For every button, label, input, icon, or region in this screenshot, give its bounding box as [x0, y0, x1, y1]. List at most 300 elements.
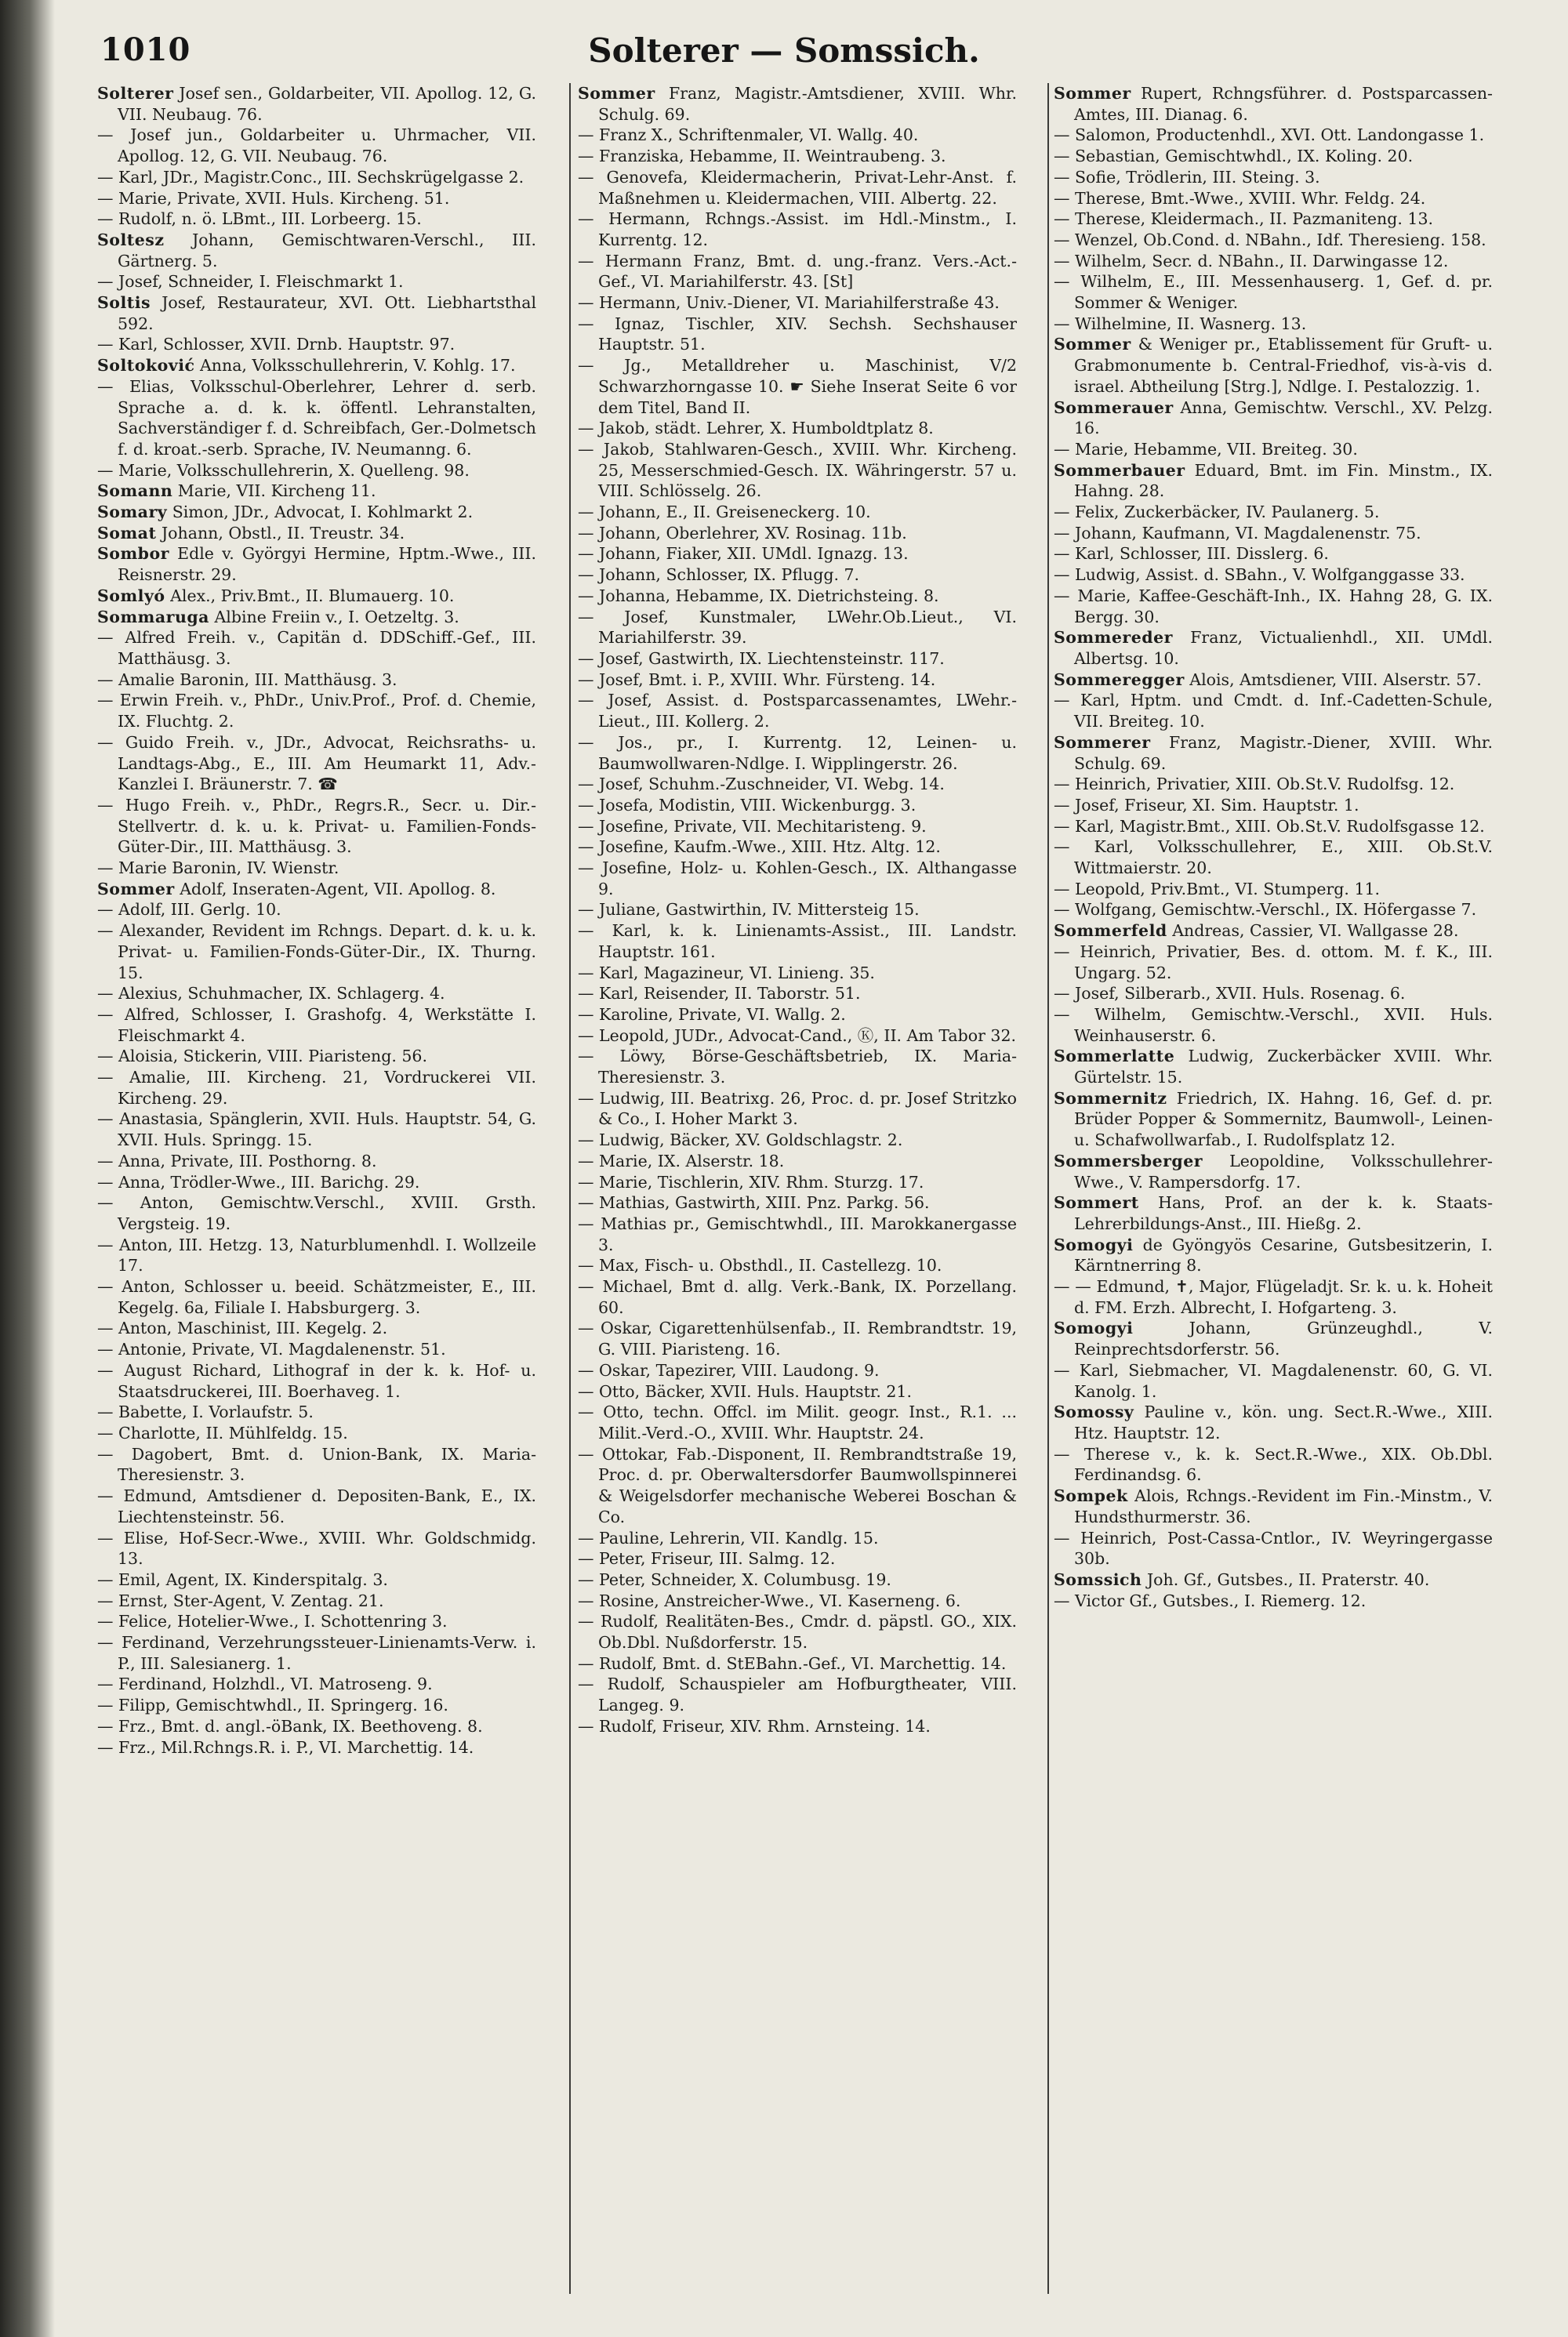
- entry-text: Albine Freiin v., I. Oetzeltg. 3.: [214, 607, 459, 626]
- entry-text: — Salomon, Productenhdl., XVI. Ott. Landongasse 1.: [1054, 125, 1485, 145]
- entry-text: — Hermann Franz, Bmt. d. ung.-franz. Vers.-Act.-Gef., VI. Mariahilferstr. 43. [St]: [578, 251, 1017, 292]
- entry-text: Hans, Prof. an der k. k. Staats-Lehrerbildungs-Anst., III. Hießg. 2.: [1074, 1193, 1493, 1233]
- directory-entry: [1054, 1046, 1493, 1087]
- directory-entry: [578, 963, 1017, 984]
- entry-text: — Hermann, Univ.-Diener, VI. Mariahilferstraße 43.: [578, 293, 1000, 313]
- directory-entry: [578, 920, 1017, 962]
- directory-entry: [578, 774, 1017, 795]
- directory-entry: [578, 607, 1017, 648]
- entry-text: Johann, Obstl., II. Treustr. 34.: [161, 523, 405, 543]
- entry-text: — Antonie, Private, VI. Magdalenenstr. 51.: [97, 1340, 446, 1359]
- entry-text: — Josef, Gastwirth, IX. Liechtensteinstr. 117.: [578, 648, 945, 668]
- directory-entry: [578, 1192, 1017, 1214]
- entry-text: — Karl, JDr., Magistr.Conc., III. Sechskrügelgasse 2.: [97, 167, 524, 187]
- column-divider: [569, 83, 571, 2294]
- entry-text: — Felice, Hotelier-Wwe., I. Schottenring 3.: [97, 1612, 448, 1631]
- entry-text: — Franz X., Schriftenmaler, VI. Wallg. 40.: [578, 125, 919, 145]
- entry-text: — — Edmund, ✝, Major, Flügeladjt. Sr. k. u. k. Hoheit d. FM. Erzh. Albrecht, I. Hofgarteng. 3.: [1054, 1277, 1493, 1317]
- entry-text: — Johann, Oberlehrer, XV. Rosinag. 11b.: [578, 523, 907, 543]
- directory-entry: [1054, 1444, 1493, 1486]
- entry-text: — Edmund, Amtsdiener d. Depositen-Bank, E., IX. Liechtensteinstr. 56.: [97, 1486, 536, 1526]
- entry-text: — Josef, Silberarb., XVII. Huls. Rosenag. 6.: [1054, 984, 1406, 1003]
- directory-entry: [1054, 690, 1493, 731]
- directory-entry: [1054, 816, 1493, 837]
- directory-entry: [578, 648, 1017, 670]
- entry-surname: Somssich: [1054, 1569, 1142, 1589]
- entry-surname: Sommer: [1054, 84, 1131, 103]
- entry-text: Franz, Victualienhdl., XII. UMdl. Albertsg. 10.: [1074, 628, 1493, 668]
- directory-entry: [578, 1402, 1017, 1443]
- directory-entry: [578, 1716, 1017, 1737]
- directory-entry: [97, 1716, 536, 1737]
- directory-entry: [578, 1674, 1017, 1715]
- entry-text: Alex., Priv.Bmt., II. Blumauerg. 10.: [170, 586, 455, 605]
- entry-text: — Victor Gf., Gutsbes., I. Riemerg. 12.: [1054, 1591, 1367, 1610]
- directory-entry: [578, 292, 1017, 314]
- directory-entry: [1054, 209, 1493, 230]
- entry-text: — Karl, k. k. Linienamts-Assist., III. Landstr. Hauptstr. 161.: [578, 921, 1017, 961]
- directory-entry: [1054, 942, 1493, 983]
- entry-surname: Somossy: [1054, 1403, 1134, 1422]
- entry-text: — Josef jun., Goldarbeiter u. Uhrmacher, VII. Apollog. 12, G. VII. Neubaug. 76.: [97, 125, 536, 166]
- directory-entry: [1054, 836, 1493, 878]
- directory-entry: [578, 1569, 1017, 1591]
- entry-text: — Felix, Zuckerbäcker, IV. Paulanerg. 5.: [1054, 503, 1380, 522]
- directory-entry: [1054, 899, 1493, 920]
- entry-text: — Josef, Schneider, I. Fleischmarkt 1.: [97, 272, 404, 292]
- directory-entry: [578, 899, 1017, 920]
- entry-text: — Johanna, Hebamme, IX. Dietrichsteing. 8.: [578, 586, 939, 605]
- entry-text: — Jg., Metalldreher u. Maschinist, V/2 Schwarzhorngasse 10. ☛ Siehe Inserat Seite 6 vor dem Titel, Band II.: [578, 356, 1017, 417]
- entry-text: — Wilhelmine, II. Wasnerg. 13.: [1054, 314, 1307, 333]
- entry-text: — Peter, Friseur, III. Salmg. 12.: [578, 1549, 836, 1569]
- directory-entry: [97, 1109, 536, 1150]
- entry-text: — Jakob, städt. Lehrer, X. Humboldtplatz 8.: [578, 419, 934, 438]
- entry-text: — Wilhelm, Secr. d. NBahn., II. Darwingasse 12.: [1054, 251, 1449, 270]
- directory-entry: [97, 502, 536, 523]
- directory-entry: [578, 1611, 1017, 1653]
- column-2: [578, 83, 1017, 2302]
- directory-entry: [578, 251, 1017, 292]
- directory-entry: [1054, 1486, 1493, 1527]
- entry-surname: Sommert: [1054, 1193, 1139, 1213]
- entry-surname: Somat: [97, 523, 157, 543]
- directory-entry: [97, 125, 536, 166]
- entry-text: — Heinrich, Post-Cassa-Cntlor., IV. Weyringergasse 30b.: [1054, 1528, 1493, 1569]
- entry-surname: Sombor: [97, 544, 169, 564]
- directory-entry: [578, 523, 1017, 544]
- directory-entry: [97, 1695, 536, 1716]
- entry-text: Johann, Grünzeughdl., V. Reinprechtsdorferstr. 56.: [1074, 1319, 1493, 1359]
- entry-text: Alois, Rchngs.-Revident im Fin.-Minstm., V. Hundsthurmerstr. 36.: [1074, 1486, 1493, 1526]
- directory-entry: [1054, 230, 1493, 251]
- column-divider: [1047, 83, 1049, 2294]
- directory-entry: [97, 543, 536, 585]
- entry-surname: Sommerauer: [1054, 397, 1174, 417]
- directory-entry: [578, 418, 1017, 439]
- entry-text: — Marie, Hebamme, VII. Breiteg. 30.: [1054, 439, 1358, 459]
- entry-text: — Johann, Kaufmann, VI. Magdalenenstr. 75.: [1054, 523, 1421, 543]
- entry-text: — Ernst, Ster-Agent, V. Zentag. 21.: [97, 1591, 384, 1610]
- entry-text: — Therese v., k. k. Sect.R.-Wwe., XIX. Ob.Dbl. Ferdinandsg. 6.: [1054, 1444, 1493, 1485]
- entry-text: — Therese, Bmt.-Wwe., XVIII. Whr. Feldg. 24.: [1054, 188, 1426, 208]
- entry-text: — Marie, Kaffee-Geschäft-Inh., IX. Hahng 28, G. IX. Bergg. 30.: [1054, 586, 1493, 626]
- directory-entry: [578, 795, 1017, 816]
- directory-entry: [578, 314, 1017, 355]
- entry-text: — Karl, Schlosser, III. Disslerg. 6.: [1054, 544, 1329, 564]
- directory-entry: [578, 1004, 1017, 1025]
- entry-text: — Marie, Private, XVII. Huls. Kircheng. 51.: [97, 188, 450, 208]
- entry-text: Joh. Gf., Gutsbes., II. Praterstr. 40.: [1146, 1569, 1430, 1589]
- entry-text: Rupert, Rchngsführer. d. Postsparcassen-Amtes, III. Dianag. 6.: [1074, 84, 1493, 124]
- directory-entry: [1054, 920, 1493, 942]
- directory-entry: [97, 607, 536, 628]
- entry-text: — Karl, Volksschullehrer, E., XIII. Ob.St.V. Wittmaierstr. 20.: [1054, 837, 1493, 878]
- directory-entry: [1054, 1088, 1493, 1151]
- entry-text: — Hermann, Rchngs.-Assist. im Hdl.-Minstm., I. Kurrentg. 12.: [578, 209, 1017, 249]
- entry-text: — Ludwig, Bäcker, XV. Goldschlagstr. 2.: [578, 1130, 903, 1150]
- directory-entry: [578, 83, 1017, 125]
- directory-entry: [97, 1339, 536, 1360]
- running-head: Solterer — Somssich.: [588, 31, 980, 70]
- directory-entry: [97, 586, 536, 607]
- entry-text: — August Richard, Lithograf in der k. k. Hof- u. Staatsdruckerei, III. Boerhaveg. 1.: [97, 1360, 536, 1401]
- entry-text: — Pauline, Lehrerin, VII. Kandlg. 15.: [578, 1528, 879, 1548]
- directory-entry: [97, 732, 536, 795]
- directory-entry: [97, 1528, 536, 1569]
- entry-text: — Anna, Trödler-Wwe., III. Barichg. 29.: [97, 1172, 420, 1192]
- directory-entry: [1054, 1528, 1493, 1569]
- entry-text: — Marie, Volksschullehrerin, X. Quelleng. 98.: [97, 460, 470, 480]
- directory-entry: [1054, 795, 1493, 816]
- entry-text: — Wenzel, Ob.Cond. d. NBahn., Idf. Theresieng. 158.: [1054, 230, 1486, 249]
- entry-text: — Leopold, Priv.Bmt., VI. Stumperg. 11.: [1054, 879, 1381, 898]
- directory-entry: [578, 167, 1017, 209]
- directory-entry: [97, 1591, 536, 1612]
- entry-text: — Ignaz, Tischler, XIV. Sechsh. Sechshauser Hauptstr. 51.: [578, 314, 1017, 354]
- directory-entry: [1054, 460, 1493, 502]
- entry-text: — Hugo Freih. v., PhDr., Regrs.R., Secr. u. Dir.-Stellvertr. d. k. u. k. Privat- u. Familien-Fonds-Güter-Dir., III. Matthäusg. 3.: [97, 795, 536, 857]
- entry-text: — Alfred Freih. v., Capitän d. DDSchiff.-Gef., III. Matthäusg. 3.: [97, 628, 536, 668]
- entry-text: Anna, Gemischtw. Verschl., XV. Pelzg. 16.: [1074, 397, 1493, 438]
- directory-entry: [97, 460, 536, 481]
- entry-surname: Sommerbauer: [1054, 460, 1185, 480]
- entry-surname: Sommerfeld: [1054, 921, 1167, 941]
- entry-text: Anna, Volksschullehrerin, V. Kohlg. 17.: [200, 356, 516, 376]
- directory-entry: [1054, 397, 1493, 439]
- entry-text: — Rudolf, Friseur, XIV. Rhm. Arnsteing. 14.: [578, 1716, 931, 1736]
- entry-surname: Soltesz: [97, 230, 165, 249]
- directory-entry: [1054, 564, 1493, 586]
- entry-surname: Sommeregger: [1054, 670, 1185, 689]
- entry-text: — Rudolf, n. ö. LBmt., III. Lorbeerg. 15.: [97, 209, 422, 229]
- entry-surname: Somogyi: [1054, 1319, 1134, 1338]
- entry-text: — Josefine, Kaufm.-Wwe., XIII. Htz. Altg. 12.: [578, 837, 941, 857]
- entry-text: — Dagobert, Bmt. d. Union-Bank, IX. Maria-Theresienstr. 3.: [97, 1444, 536, 1485]
- directory-entry: [578, 858, 1017, 899]
- directory-entry: [97, 1318, 536, 1339]
- entry-text: — Alfred, Schlosser, I. Grashofg. 4, Werkstätte I. Fleischmarkt 4.: [97, 1004, 536, 1045]
- column-3: [1054, 83, 1493, 2302]
- entry-surname: Sommaruga: [97, 607, 209, 626]
- entry-text: — Ferdinand, Verzehrungssteuer-Linienamts-Verw. i. P., III. Salesianerg. 1.: [97, 1633, 536, 1673]
- entry-text: — Johann, Schlosser, IX. Pflugg. 7.: [578, 565, 860, 585]
- directory-entry: [97, 1276, 536, 1318]
- directory-entry: [1054, 523, 1493, 544]
- directory-entry: [1054, 1004, 1493, 1046]
- directory-entry: [578, 439, 1017, 502]
- directory-entry: [578, 1130, 1017, 1151]
- directory-entry: [97, 230, 536, 271]
- entry-text: — Löwy, Börse-Geschäftsbetrieb, IX. Maria-Theresienstr. 3.: [578, 1047, 1017, 1087]
- directory-entry: [97, 670, 536, 691]
- directory-entry: [578, 355, 1017, 418]
- directory-entry: [97, 1402, 536, 1423]
- entry-text: — Karl, Magistr.Bmt., XIII. Ob.St.V. Rudolfsgasse 12.: [1054, 816, 1485, 836]
- entry-text: Pauline v., kön. ung. Sect.R.-Wwe., XIII. Htz. Hauptstr. 12.: [1074, 1403, 1493, 1442]
- directory-entry: [578, 670, 1017, 691]
- entry-text: — Amalie Baronin, III. Matthäusg. 3.: [97, 670, 397, 689]
- entry-text: — Josef, Kunstmaler, LWehr.Ob.Lieut., VI. Mariahilferstr. 39.: [578, 607, 1017, 648]
- directory-entry: [97, 188, 536, 209]
- entry-text: — Karl, Magazineur, VI. Linieng. 35.: [578, 963, 875, 982]
- entry-text: — Wolfgang, Gemischtw.-Verschl., IX. Höfergasse 7.: [1054, 900, 1477, 920]
- entry-text: — Aloisia, Stickerin, VIII. Piaristeng. 56.: [97, 1047, 427, 1066]
- entry-text: — Heinrich, Privatier, Bes. d. ottom. M. f. K., III. Ungarg. 52.: [1054, 942, 1493, 982]
- entry-text: Marie, VII. Kircheng 11.: [177, 481, 376, 501]
- directory-entry: [578, 146, 1017, 167]
- entry-text: — Therese, Kleidermach., II. Pazmaniteng. 13.: [1054, 209, 1434, 229]
- entry-text: — Anton, Schlosser u. beeid. Schätzmeister, E., III. Kegelg. 6a, Filiale I. Habsburgerg. 3.: [97, 1277, 536, 1317]
- directory-entry: [97, 1235, 536, 1276]
- directory-entry: [1054, 1235, 1493, 1276]
- entry-text: — Oskar, Tapezirer, VIII. Laudong. 9.: [578, 1360, 880, 1380]
- directory-entry: [578, 1151, 1017, 1172]
- directory-entry: [97, 1444, 536, 1486]
- directory-entry: [97, 271, 536, 292]
- entry-text: — Johann, E., II. Greiseneckerg. 10.: [578, 503, 871, 522]
- entry-text: — Emil, Agent, IX. Kinderspitalg. 3.: [97, 1569, 388, 1589]
- directory-entry: [578, 816, 1017, 837]
- entry-text: — Karl, Reisender, II. Taborstr. 51.: [578, 984, 861, 1003]
- entry-text: — Sebastian, Gemischtwhdl., IX. Koling. 20.: [1054, 147, 1414, 166]
- entry-text: — Marie, Tischlerin, XIV. Rhm. Sturzg. 17.: [578, 1172, 924, 1192]
- directory-entry: [97, 879, 536, 900]
- directory-entry: [1054, 1276, 1493, 1318]
- entry-surname: Sommerer: [1054, 732, 1151, 752]
- entry-surname: Sompek: [1054, 1486, 1128, 1506]
- directory-entry: [578, 983, 1017, 1004]
- directory-entry: [578, 1046, 1017, 1087]
- directory-entry: [1054, 983, 1493, 1004]
- directory-entry: [1054, 627, 1493, 669]
- directory-entry: [578, 564, 1017, 586]
- directory-entry: [97, 1611, 536, 1632]
- directory-entry: [97, 292, 536, 334]
- directory-entry: [578, 1548, 1017, 1569]
- directory-entry: [97, 795, 536, 858]
- entry-text: — Rosine, Anstreicher-Wwe., VI. Kaserneng. 6.: [578, 1591, 961, 1610]
- directory-entry: [97, 1004, 536, 1046]
- entry-text: — Anton, Maschinist, III. Kegelg. 2.: [97, 1319, 388, 1338]
- directory-entry: [578, 732, 1017, 774]
- entry-surname: Somann: [97, 481, 173, 501]
- directory-entry: [97, 1423, 536, 1444]
- directory-entry: [1054, 125, 1493, 146]
- directory-entry: [1054, 1591, 1493, 1612]
- entry-text: Edle v. Györgyi Hermine, Hptm.-Wwe., III. Reisnerstr. 29.: [118, 544, 536, 585]
- directory-entry: [97, 1172, 536, 1193]
- entry-text: — Josef, Assist. d. Postsparcassenamtes, LWehr.-Lieut., III. Kollerg. 2.: [578, 691, 1017, 731]
- entry-text: — Sofie, Trödlerin, III. Steing. 3.: [1054, 167, 1320, 187]
- entry-text: — Wilhelm, Gemischtw.-Verschl., XVII. Huls. Weinhauserstr. 6.: [1054, 1004, 1493, 1045]
- entry-text: — Alexander, Revident im Rchngs. Depart. d. k. u. k. Privat- u. Familien-Fonds-Güter-Dir., IX. Thurng. 15.: [97, 921, 536, 982]
- directory-entry: [97, 167, 536, 188]
- entry-text: — Amalie, III. Kircheng. 21, Vordruckerei VII. Kircheng. 29.: [97, 1068, 536, 1108]
- entry-text: — Otto, Bäcker, XVII. Huls. Hauptstr. 21.: [578, 1381, 912, 1401]
- directory-entry: [1054, 146, 1493, 167]
- directory-entry: [578, 690, 1017, 731]
- entry-text: — Josef, Friseur, XI. Sim. Hauptstr. 1.: [1054, 795, 1359, 815]
- directory-entry: [578, 1214, 1017, 1255]
- directory-entry: [97, 83, 536, 125]
- directory-entry: [578, 1088, 1017, 1130]
- directory-entry: [97, 334, 536, 355]
- directory-entry: [97, 690, 536, 731]
- directory-entry: [1054, 502, 1493, 523]
- entry-text: — Mathias, Gastwirth, XIII. Pnz. Parkg. 56.: [578, 1193, 930, 1213]
- entry-text: de Gyöngyös Cesarine, Gutsbesitzerin, I. Kärntnerring 8.: [1074, 1235, 1493, 1276]
- directory-entry: [97, 1674, 536, 1695]
- directory-entry: [578, 1653, 1017, 1675]
- entry-text: — Marie Baronin, IV. Wienstr.: [97, 858, 339, 878]
- entry-text: — Josef, Bmt. i. P., XVIII. Whr. Fürsteng. 14.: [578, 670, 936, 689]
- directory-entry: [97, 1737, 536, 1758]
- entry-text: — Josefine, Holz- u. Kohlen-Gesch., IX. Althangasse 9.: [578, 858, 1017, 898]
- directory-entry: [97, 523, 536, 544]
- directory-entry: [97, 920, 536, 983]
- directory-entry: [1054, 314, 1493, 335]
- entry-surname: Soltis: [97, 293, 151, 313]
- directory-entry: [578, 1591, 1017, 1612]
- directory-entry: [578, 543, 1017, 564]
- entry-text: Franz, Magistr.-Diener, XVIII. Whr. Schulg. 69.: [1074, 732, 1493, 773]
- entry-text: Andreas, Cassier, VI. Wallgasse 28.: [1172, 921, 1459, 941]
- directory-entry: [1054, 1192, 1493, 1234]
- directory-entry: [97, 1632, 536, 1674]
- entry-text: — Rudolf, Bmt. d. StEBahn.-Gef., VI. Marchettig. 14.: [578, 1653, 1007, 1673]
- entry-surname: Solterer: [97, 84, 174, 103]
- entry-text: — Johann, Fiaker, XII. UMdl. Ignazg. 13.: [578, 544, 909, 564]
- directory-entry: [578, 1025, 1017, 1047]
- directory-entry: [578, 502, 1017, 523]
- directory-entry: [97, 1360, 536, 1402]
- directory-entry: [1054, 879, 1493, 900]
- entry-text: — Wilhelm, E., III. Messenhauserg. 1, Gef. d. pr. Sommer & Weniger.: [1054, 272, 1493, 313]
- entry-surname: Sommerlatte: [1054, 1047, 1175, 1066]
- entry-text: Alois, Amtsdiener, VIII. Alserstr. 57.: [1189, 670, 1482, 689]
- directory-entry: [1054, 732, 1493, 774]
- directory-entry: [97, 1046, 536, 1067]
- entry-surname: Sommereder: [1054, 628, 1173, 648]
- entry-text: — Elias, Volksschul-Oberlehrer, Lehrer d. serb. Sprache a. d. k. k. öffentl. Lehranstalten, Sachverständiger f. d. Schreibfach, Ger.-Dolmetsch f. d. kroat.-serb. Sprache, IV. Neumanng. 6.: [97, 376, 536, 459]
- entry-text: — Ferdinand, Holzhdl., VI. Matroseng. 9.: [97, 1675, 433, 1694]
- directory-entry: [578, 586, 1017, 607]
- directory-entry: [1054, 1402, 1493, 1443]
- entry-text: — Anastasia, Spänglerin, XVII. Huls. Hauptstr. 54, G. XVII. Huls. Springg. 15.: [97, 1109, 536, 1150]
- directory-entry: [578, 125, 1017, 146]
- directory-entry: [1054, 1318, 1493, 1359]
- directory-entry: [578, 1276, 1017, 1318]
- entry-text: Ludwig, Zuckerbäcker XVIII. Whr. Gürtelstr. 15.: [1074, 1047, 1493, 1087]
- entry-text: Simon, JDr., Advocat, I. Kohlmarkt 2.: [172, 503, 474, 522]
- entry-text: — Adolf, III. Gerlg. 10.: [97, 900, 281, 920]
- directory-entry: [578, 209, 1017, 250]
- entry-text: — Frz., Mil.Rchngs.R. i. P., VI. Marchettig. 14.: [97, 1737, 474, 1757]
- directory-entry: [1054, 167, 1493, 188]
- entry-text: — Guido Freih. v., JDr., Advocat, Reichsraths- u. Landtags-Abg., E., III. Am Heumarkt 11, Adv.-Kanzlei I. Bräunerstr. 7. ☎: [97, 732, 536, 794]
- page-number: 1010: [100, 31, 191, 68]
- directory-entry: [578, 1381, 1017, 1403]
- entry-text: — Alexius, Schuhmacher, IX. Schlagerg. 4.: [97, 984, 445, 1003]
- entry-surname: Sommer: [1054, 335, 1131, 354]
- directory-entry: [1054, 188, 1493, 209]
- entry-text: — Marie, IX. Alserstr. 18.: [578, 1151, 785, 1170]
- entry-text: — Karoline, Private, VI. Wallg. 2.: [578, 1004, 846, 1024]
- entry-text: Eduard, Bmt. im Fin. Minstm., IX. Hahng. 28.: [1074, 460, 1493, 501]
- directory-entry: [1054, 1569, 1493, 1591]
- entry-text: — Erwin Freih. v., PhDr., Univ.Prof., Prof. d. Chemie, IX. Fluchtg. 2.: [97, 691, 536, 731]
- entry-text: & Weniger pr., Etablissement für Gruft- u. Grabmonumente b. Central-Friedhof, vis-à-vis d. israel. Abtheilung [Strg.], Ndlge. I. Pestalozzig. 1.: [1074, 335, 1493, 396]
- entry-surname: Sommersberger: [1054, 1151, 1203, 1170]
- directory-entry: [97, 481, 536, 502]
- entry-text: — Jakob, Stahlwaren-Gesch., XVIII. Whr. Kircheng. 25, Messerschmied-Gesch. IX. Währingerstr. 57 u. VIII. Schlösselg. 26.: [578, 439, 1017, 501]
- entry-text: — Elise, Hof-Secr.-Wwe., XVIII. Whr. Goldschmidg. 13.: [97, 1528, 536, 1569]
- entry-text: Adolf, Inseraten-Agent, VII. Apollog. 8.: [180, 879, 496, 898]
- entry-text: — Oskar, Cigarettenhülsenfab., II. Rembrandtstr. 19, G. VIII. Piaristeng. 16.: [578, 1319, 1017, 1359]
- entry-text: — Josefine, Private, VII. Mechitaristeng. 9.: [578, 816, 927, 836]
- directory-entry: [1054, 543, 1493, 564]
- entry-text: — Filipp, Gemischtwhdl., II. Springerg. 16.: [97, 1696, 448, 1715]
- directory-entry: [578, 1360, 1017, 1381]
- entry-text: — Ludwig, Assist. d. SBahn., V. Wolfganggasse 33.: [1054, 565, 1465, 585]
- directory-entry: [97, 858, 536, 879]
- directory-entry: [97, 1486, 536, 1527]
- entry-text: — Juliane, Gastwirthin, IV. Mittersteig 15.: [578, 900, 920, 920]
- entry-text: — Frz., Bmt. d. angl.-öBank, IX. Beethoveng. 8.: [97, 1716, 483, 1736]
- entry-text: — Rudolf, Realitäten-Bes., Cmdr. d. päpstl. GO., XIX. Ob.Dbl. Nußdorferstr. 15.: [578, 1612, 1017, 1653]
- column-1: [97, 83, 536, 2302]
- directory-entry: [1054, 1151, 1493, 1192]
- directory-entry: [578, 1444, 1017, 1528]
- directory-entry: [97, 1067, 536, 1109]
- directory-entry: [1054, 670, 1493, 691]
- entry-text: — Babette, I. Vorlaufstr. 5.: [97, 1403, 314, 1422]
- entry-text: — Karl, Hptm. und Cmdt. d. Inf.-Cadetten-Schule, VII. Breiteg. 10.: [1054, 691, 1493, 731]
- directory-entry: [97, 376, 536, 460]
- entry-text: — Max, Fisch- u. Obsthdl., II. Castellezg. 10.: [578, 1256, 942, 1276]
- entry-text: — Anna, Private, III. Posthorng. 8.: [97, 1151, 377, 1170]
- directory-entry: [578, 1255, 1017, 1276]
- directory-entry: [97, 627, 536, 669]
- entry-text: — Anton, Gemischtw.Verschl., XVIII. Grsth. Vergsteig. 19.: [97, 1193, 536, 1233]
- directory-entry: [1054, 586, 1493, 627]
- directory-entry: [1054, 334, 1493, 397]
- entry-text: — Peter, Schneider, X. Columbusg. 19.: [578, 1569, 891, 1589]
- entry-text: — Heinrich, Privatier, XIII. Ob.St.V. Rudolfsg. 12.: [1054, 775, 1455, 794]
- directory-entry: [1054, 1360, 1493, 1402]
- entry-surname: Sommer: [97, 879, 175, 898]
